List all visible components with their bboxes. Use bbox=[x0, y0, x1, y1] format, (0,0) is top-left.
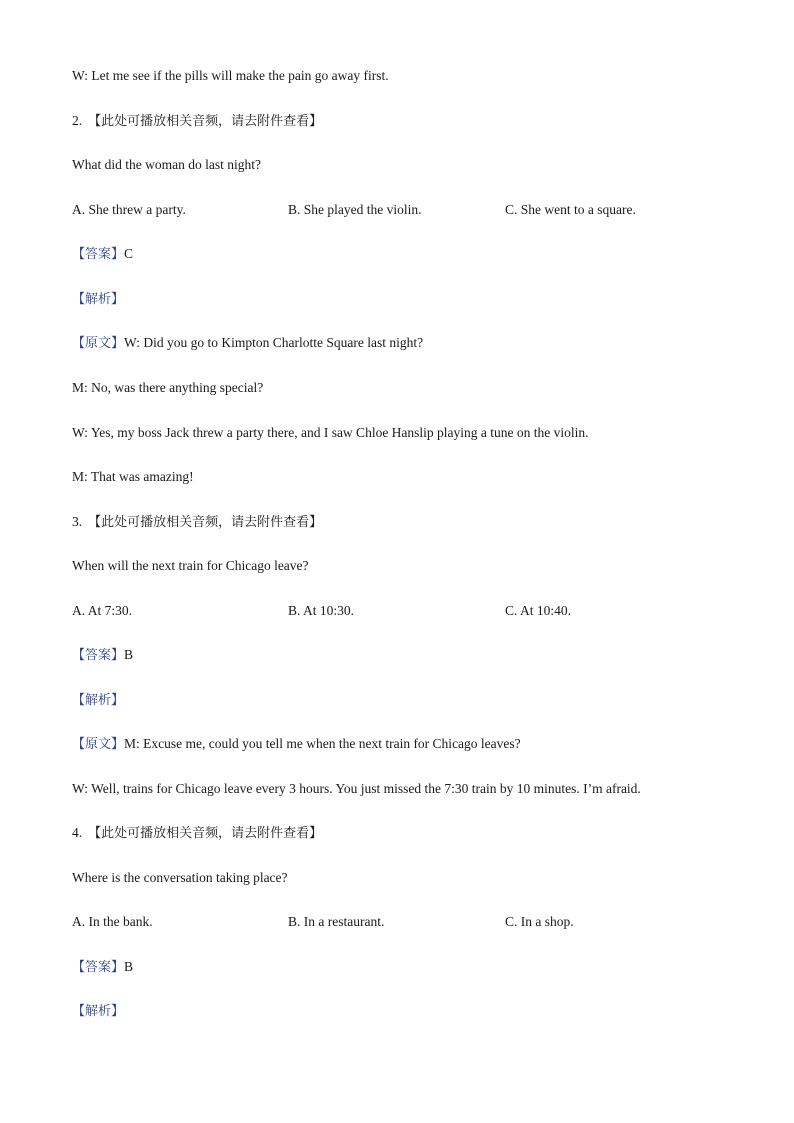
transcript-line: W: Let me see if the pills will make the pain go away first. bbox=[72, 68, 389, 83]
question-number: 2. bbox=[72, 113, 83, 128]
answer-label: 【答案】 bbox=[72, 648, 125, 663]
option-b: B. In a restaurant. bbox=[288, 914, 385, 929]
question-4-header bbox=[72, 825, 322, 842]
option-c: C. She went to a square. bbox=[505, 202, 636, 217]
answer-value: B bbox=[124, 959, 134, 974]
audio-note: 【此处可播放相关音频，请去附件查看】 bbox=[88, 826, 323, 841]
option-a: A. At 7:30. bbox=[72, 603, 133, 618]
option-a: A. She threw a party. bbox=[72, 202, 186, 217]
answer-line bbox=[72, 246, 133, 263]
question-text: What did the woman do last night? bbox=[72, 157, 261, 172]
answer-line bbox=[72, 647, 133, 664]
original-label: 【原文】 bbox=[72, 737, 125, 752]
transcript-line bbox=[72, 335, 423, 352]
option-c: C. At 10:40. bbox=[505, 603, 572, 618]
audio-note: 【此处可播放相关音频，请去附件查看】 bbox=[88, 114, 323, 129]
transcript-line: W: Well, trains for Chicago leave every 3 hours. You just missed the 7:30 train by 10 minutes. I’m afraid. bbox=[72, 781, 641, 796]
answer-label: 【答案】 bbox=[72, 960, 125, 975]
analysis-line bbox=[72, 1003, 124, 1020]
option-b: B. At 10:30. bbox=[288, 603, 355, 618]
option-c: C. In a shop. bbox=[505, 914, 574, 929]
transcript-text: W: Did you go to Kimpton Charlotte Square last night? bbox=[124, 335, 424, 350]
analysis-line bbox=[72, 291, 124, 308]
question-text: Where is the conversation taking place? bbox=[72, 870, 288, 885]
analysis-line bbox=[72, 692, 124, 709]
transcript-line: M: That was amazing! bbox=[72, 469, 194, 484]
transcript-line: M: No, was there anything special? bbox=[72, 380, 264, 395]
question-2-header bbox=[72, 113, 322, 130]
audio-note: 【此处可播放相关音频，请去附件查看】 bbox=[88, 515, 323, 530]
question-text: When will the next train for Chicago leave? bbox=[72, 558, 309, 573]
question-3-header bbox=[72, 514, 322, 531]
analysis-label: 【解析】 bbox=[72, 292, 125, 307]
option-b: B. She played the violin. bbox=[288, 202, 422, 217]
question-number: 4. bbox=[72, 825, 83, 840]
answer-line bbox=[72, 959, 133, 976]
analysis-label: 【解析】 bbox=[72, 1004, 125, 1019]
original-label: 【原文】 bbox=[72, 336, 125, 351]
question-number: 3. bbox=[72, 514, 83, 529]
transcript-line bbox=[72, 736, 521, 753]
option-a: A. In the bank. bbox=[72, 914, 153, 929]
transcript-text: M: Excuse me, could you tell me when the next train for Chicago leaves? bbox=[124, 736, 521, 751]
transcript-line: W: Yes, my boss Jack threw a party there, and I saw Chloe Hanslip playing a tune on the violin. bbox=[72, 425, 589, 440]
answer-value: C bbox=[124, 246, 134, 261]
answer-label: 【答案】 bbox=[72, 247, 125, 262]
answer-value: B bbox=[124, 647, 134, 662]
analysis-label: 【解析】 bbox=[72, 693, 125, 708]
